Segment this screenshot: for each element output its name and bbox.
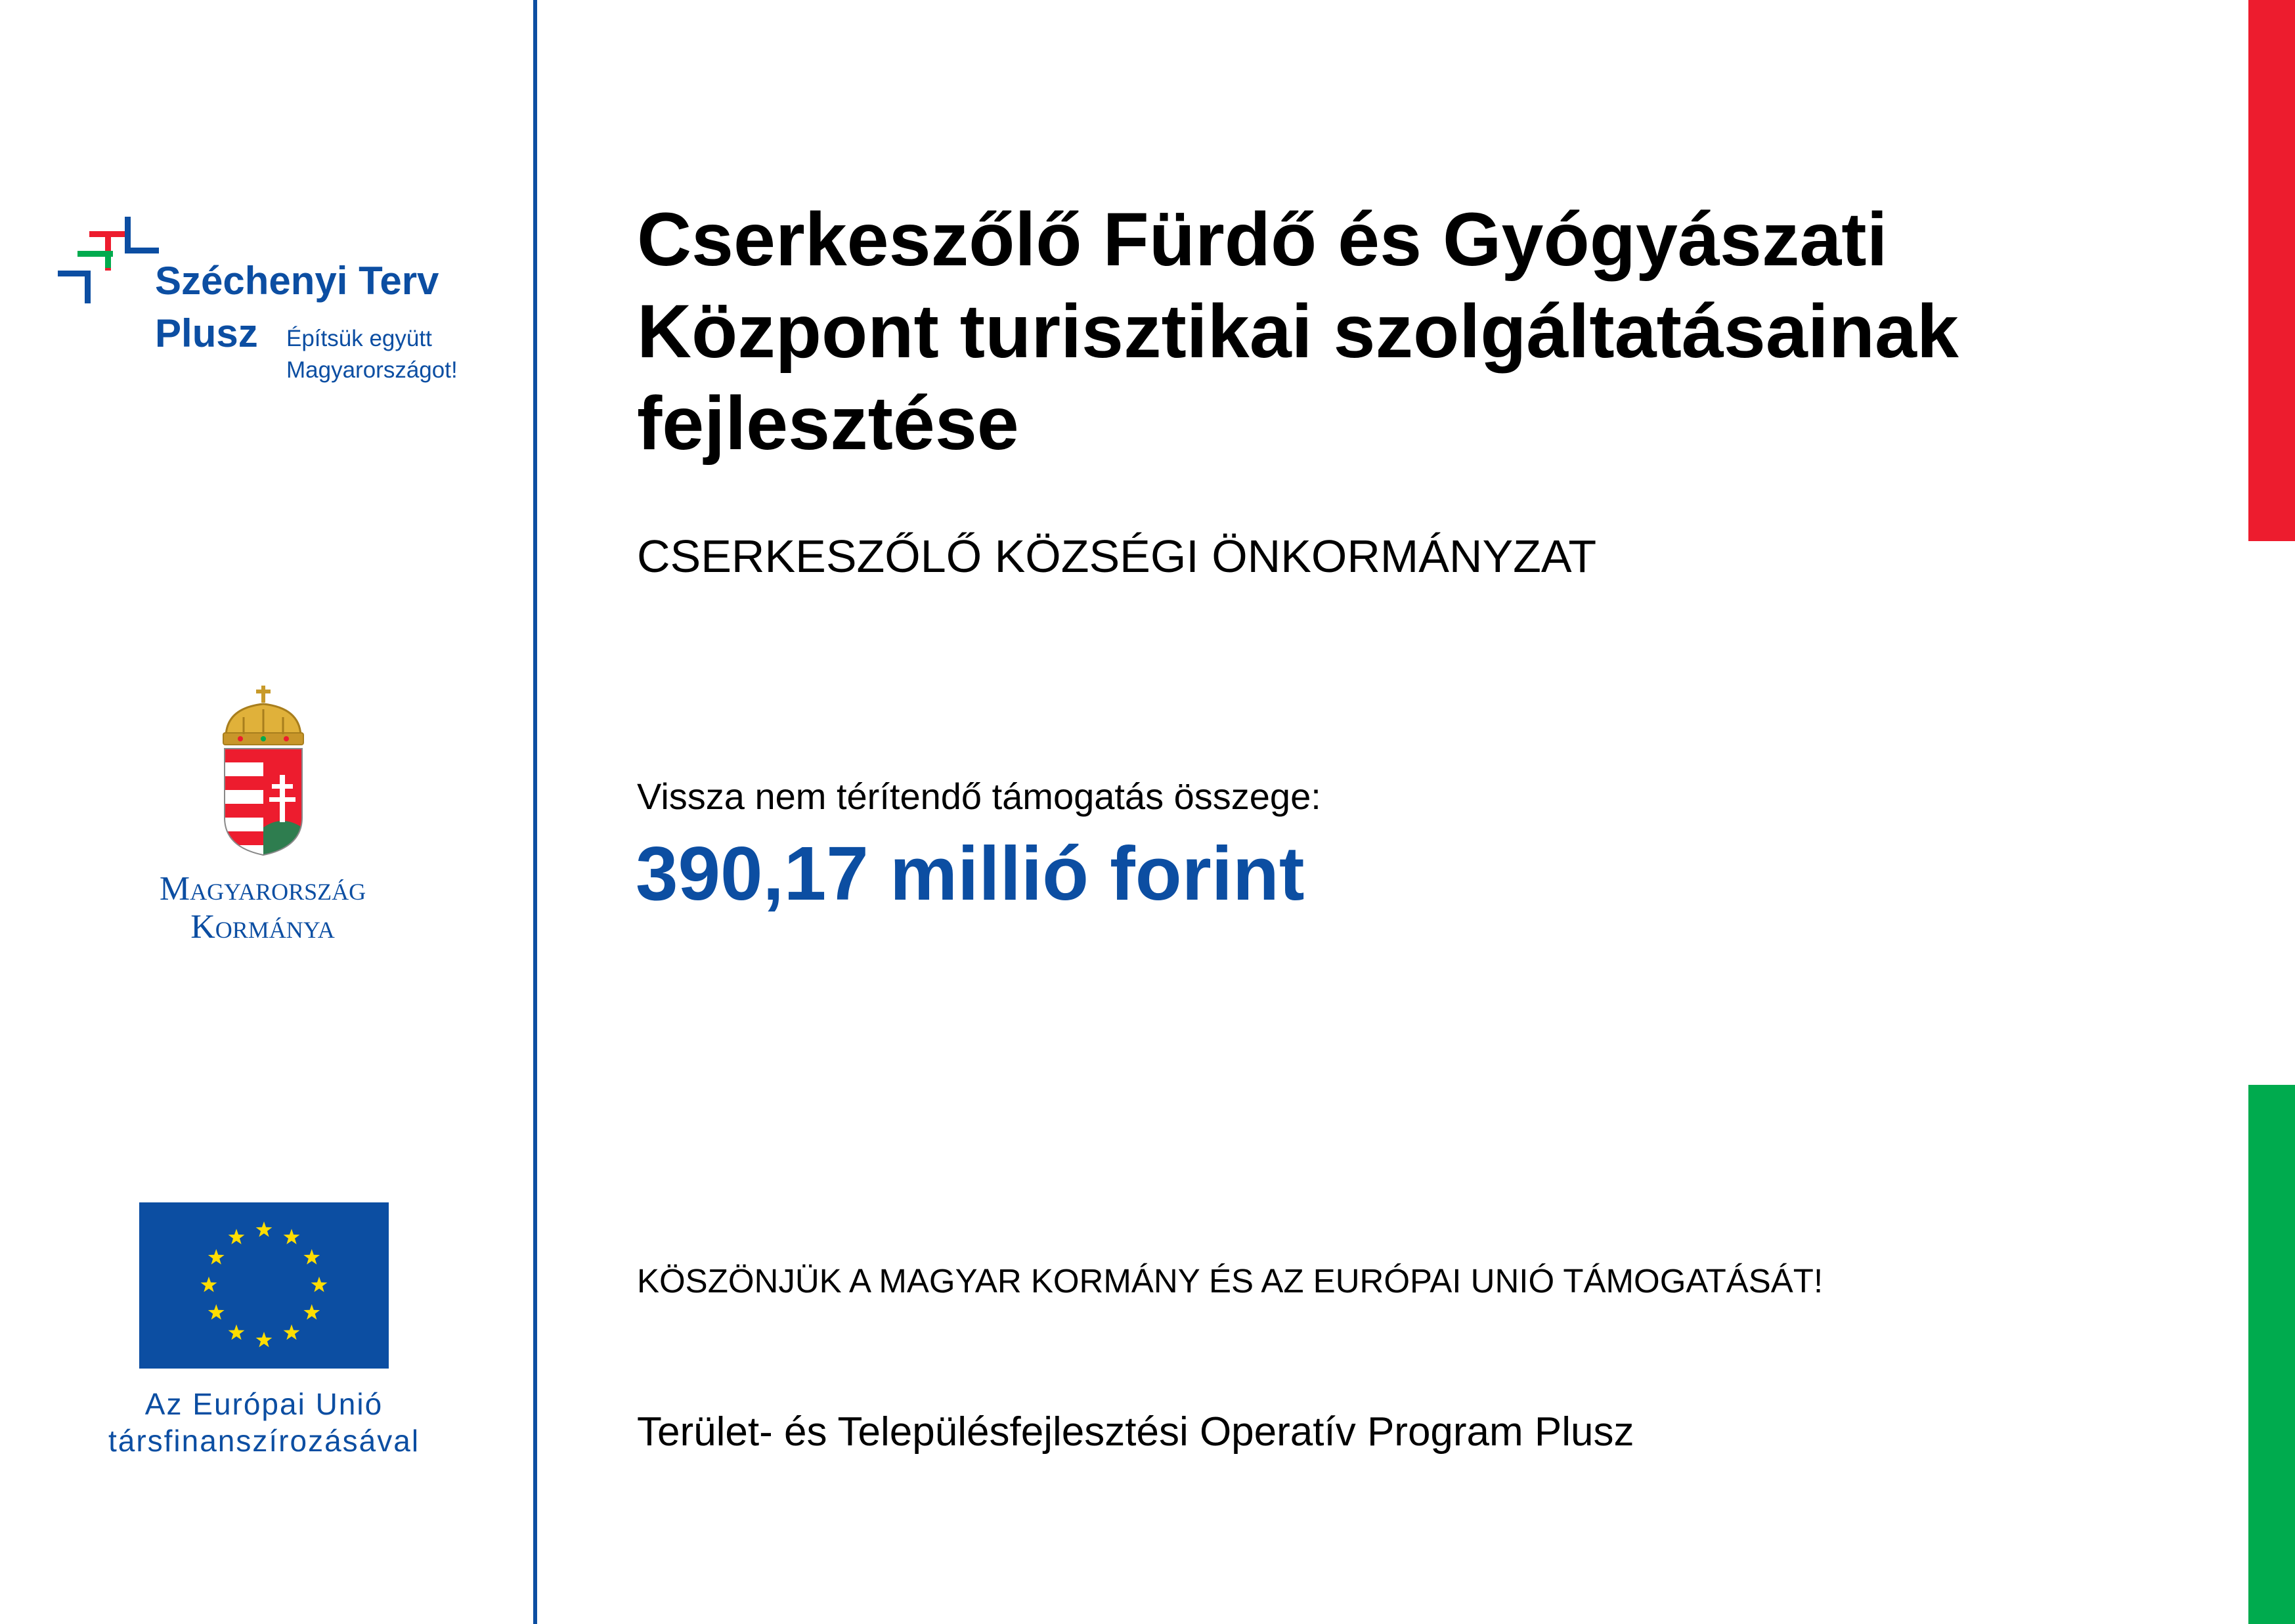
government-name [79,870,447,946]
thanks-message: KÖSZÖNJÜK A MAGYAR KORMÁNY ÉS AZ EURÓPAI UNIÓ TÁMOGATÁSÁT! [637,1262,1824,1300]
government-name-line2: Kormánya [190,908,335,946]
eu-caption-line1: Az Európai Unió [144,1387,383,1421]
green-stripe [2248,1085,2295,1624]
grant-label: Vissza nem térítendő támogatás összege: [637,776,1321,817]
eu-caption [66,1386,462,1459]
vertical-divider [533,0,537,1624]
government-name-line1: Magyarország [159,870,366,908]
project-title: Cserkeszőlő Fürdő és Gyógyászati Központ turisztikai szolgáltatásainak fejlesztése [637,198,1959,466]
hungarian-coat-of-arms-icon [208,683,319,860]
szechenyi-slogan-line1: Építsük együtt [286,326,432,351]
szechenyi-slogan-line2: Magyarországot! [286,357,458,383]
eu-flag-icon [139,1202,389,1369]
szechenyi-name: Széchenyi Terv [155,259,439,303]
red-stripe [2248,0,2295,541]
grant-amount: 390,17 millió forint [636,831,1305,916]
beneficiary-name: CSERKESZŐLŐ KÖZSÉGI ÖNKORMÁNYZAT [637,531,1597,582]
eu-caption-line2: társfinanszírozásával [108,1424,420,1458]
szechenyi-cross-icon [58,217,163,322]
program-name: Terület- és Településfejlesztési Operatív Program Plusz [637,1409,1634,1455]
szechenyi-plusz: Plusz [155,311,258,355]
